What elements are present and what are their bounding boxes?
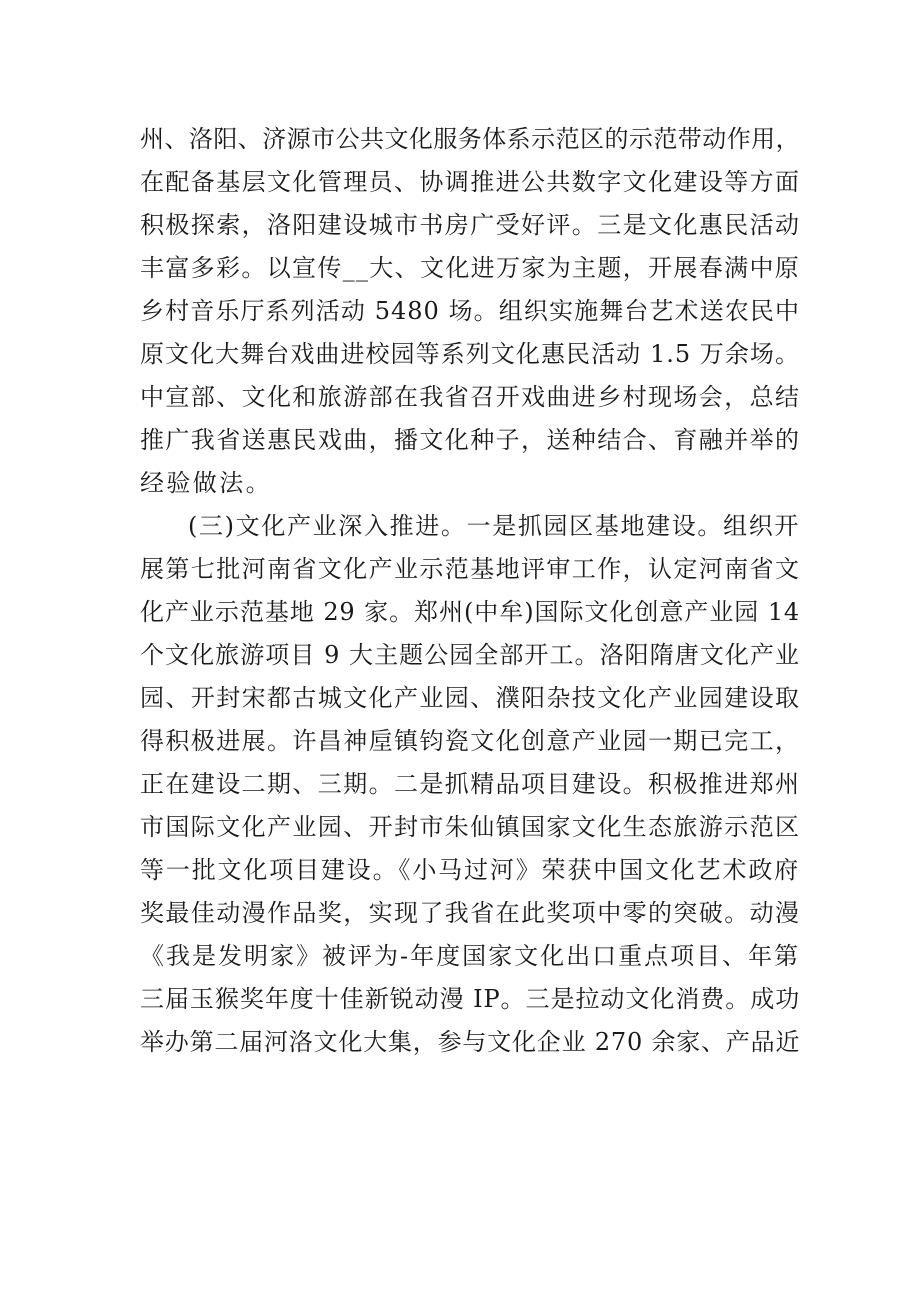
text-line: 得积极进展。许昌神垕镇钧瓷文化创意产业园一期已完工， [140, 727, 801, 755]
text-line: 原文化大舞台戏曲进校园等系列文化惠民活动 1.5 万余场。 [140, 340, 800, 368]
paragraph-start-line: (三)文化产业深入推进。一是抓园区基地建设。组织开 [188, 512, 800, 540]
text-line: 正在建设二期、三期。二是抓精品项目建设。积极推进郑州 [140, 770, 801, 798]
text-line: 中宣部、文化和旅游部在我省召开戏曲进乡村现场会，总结 [140, 383, 801, 411]
text-line: 推广我省送惠民戏曲，播文化种子，送种结合、育融并举的 [140, 426, 801, 454]
text-line: 乡村音乐厅系列活动 5480 场。组织实施舞台艺术送农民中 [140, 297, 800, 325]
text-line: 州、洛阳、济源市公共文化服务体系示范区的示范带动作用， [140, 125, 800, 153]
text-line: 化产业示范基地 29 家。郑州(中牟)国际文化创意产业园 14 [140, 598, 800, 626]
text-line: 奖最佳动漫作品奖，实现了我省在此奖项中零的突破。动漫 [140, 899, 801, 927]
text-line: 在配备基层文化管理员、协调推进公共数字文化建设等方面 [140, 168, 801, 196]
text-line: 丰富多彩。以宣传__大、文化进万家为主题，开展春满中原 [140, 254, 800, 282]
text-line: 三届玉猴奖年度十佳新锐动漫 IP。三是拉动文化消费。成功 [140, 985, 800, 1013]
text-line: 经验做法。 [140, 469, 272, 497]
text-line: 市国际文化产业园、开封市朱仙镇国家文化生态旅游示范区 [140, 813, 801, 841]
text-line: 个文化旅游项目 9 大主题公园全部开工。洛阳隋唐文化产业 [140, 641, 800, 669]
text-line: 园、开封宋都古城文化产业园、濮阳杂技文化产业园建设取 [140, 684, 801, 712]
text-line: 积极探索，洛阳建设城市书房广受好评。三是文化惠民活动 [140, 211, 801, 239]
text-line: 举办第二届河洛文化大集，参与文化企业 270 余家、产品近 [140, 1028, 801, 1056]
text-line: 等一批文化项目建设。《小马过河》荣获中国文化艺术政府 [140, 856, 800, 884]
body-text [140, 118, 800, 1064]
text-line: 《我是发明家》被评为-年度国家文化出口重点项目、年第 [140, 942, 801, 970]
text-line: 展第七批河南省文化产业示范基地评审工作，认定河南省文 [140, 555, 801, 583]
